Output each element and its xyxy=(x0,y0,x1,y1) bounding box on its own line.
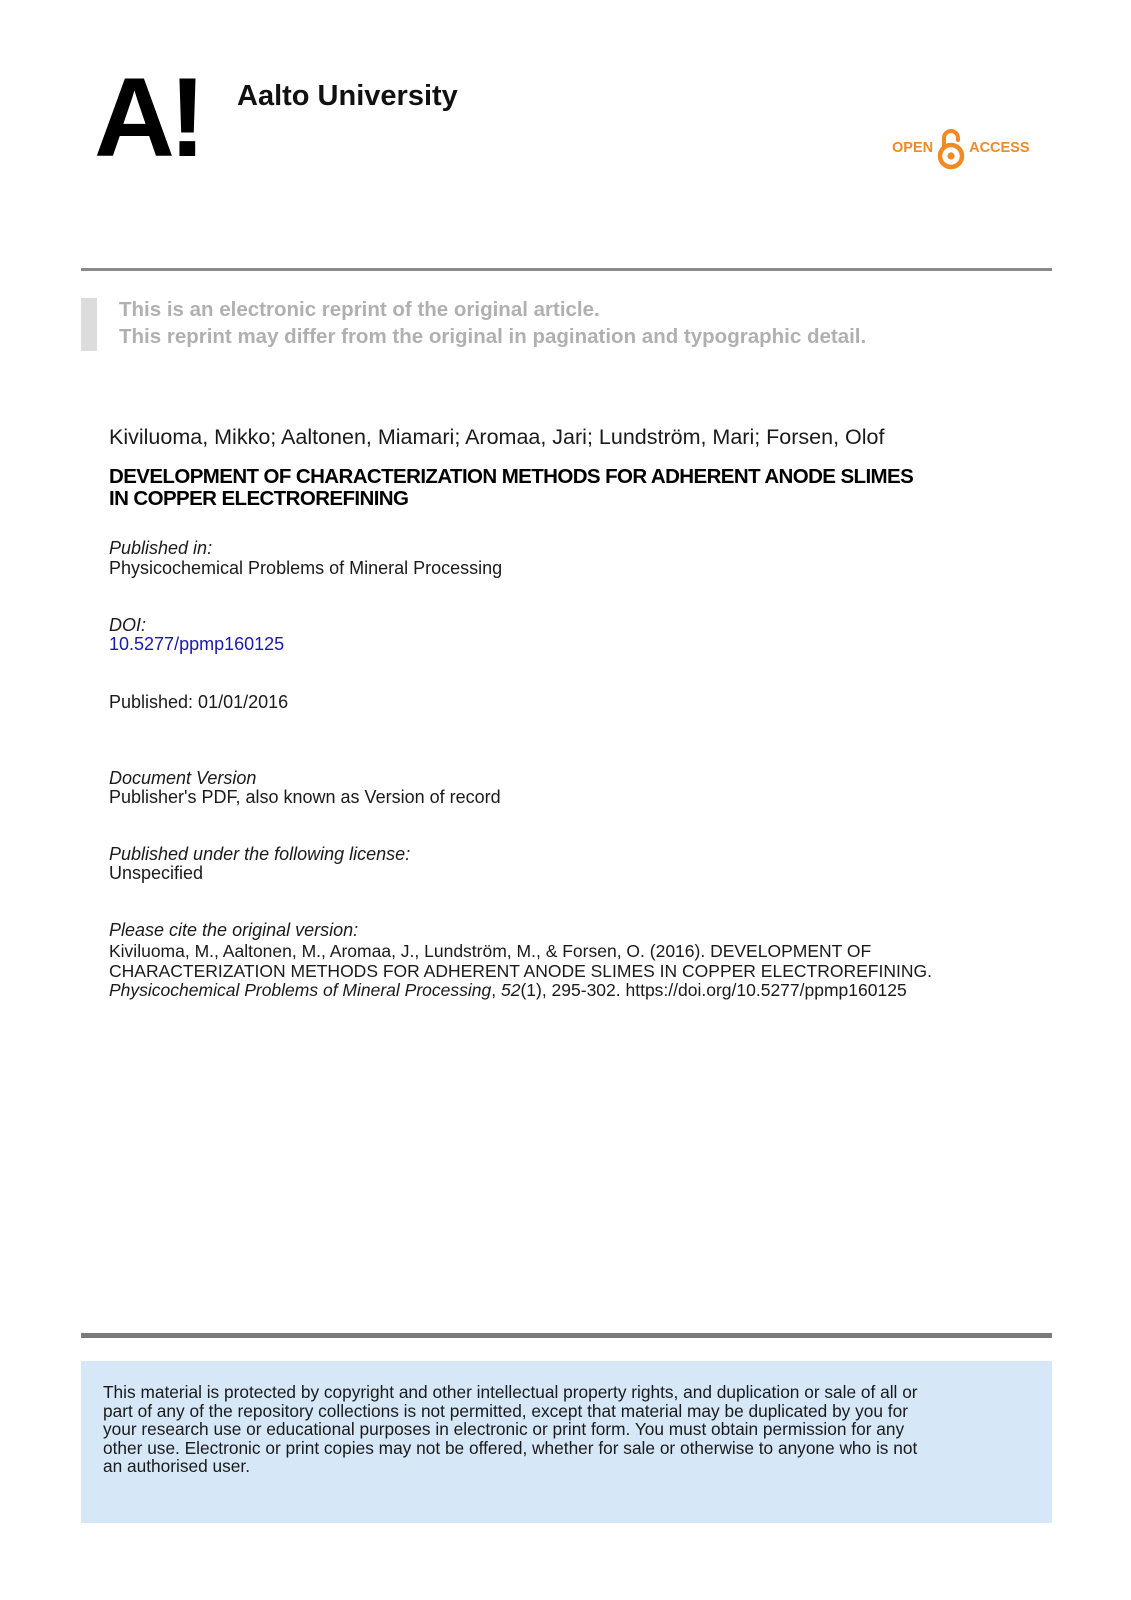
copyright-notice-text xyxy=(103,1383,1003,1476)
citation-line-2: CHARACTERIZATION METHODS FOR ADHERENT ANODE SLIMES IN COPPER ELECTROREFINING. xyxy=(109,960,932,981)
article-title xyxy=(109,466,1059,510)
published-in-journal: Physicochemical Problems of Mineral Processing xyxy=(109,558,503,578)
document-version-label: Document Version xyxy=(109,768,257,788)
citation xyxy=(109,942,1069,1001)
copyright-notice-line-5: an authorised user. xyxy=(103,1456,250,1476)
reprint-notice xyxy=(119,296,866,350)
article-authors: Kiviluoma, Mikko; Aaltonen, Miamari; Aromaa, Jari; Lundström, Mari; Forsen, Olof xyxy=(109,425,885,449)
bottom-divider xyxy=(81,1333,1052,1338)
open-access-label-left: OPEN xyxy=(892,140,934,156)
article-title-line-1: DEVELOPMENT OF CHARACTERIZATION METHODS FOR ADHERENT ANODE SLIMES xyxy=(109,465,914,488)
citation-journal: Physicochemical Problems of Mineral Processing xyxy=(109,980,492,1000)
reprint-notice-line-2: This reprint may differ from the original in pagination and typographic detail. xyxy=(119,325,867,348)
published-in-label: Published in: xyxy=(109,538,213,558)
aalto-logo-mark: A! xyxy=(94,55,201,180)
copyright-notice xyxy=(81,1361,1052,1523)
citation-volume: 52 xyxy=(500,980,521,1000)
copyright-notice-line-3: your research use or educational purposes in electronic or print form. You must obtain permission for any xyxy=(103,1419,905,1439)
reprint-notice-bar xyxy=(81,298,97,351)
reprint-notice-line-1: This is an electronic reprint of the original article. xyxy=(119,298,600,321)
open-access-lock-icon xyxy=(936,125,966,171)
citation-issue-pages-doi: (1), 295-302. https://doi.org/10.5277/ppmp160125 xyxy=(520,980,907,1000)
top-divider xyxy=(81,268,1052,271)
license-value: Unspecified xyxy=(109,863,204,883)
aalto-logo-text: Aalto University xyxy=(237,80,458,112)
license-label: Published under the following license: xyxy=(109,844,411,864)
citation-line-1: Kiviluoma, M., Aaltonen, M., Aromaa, J., Lundström, M., & Forsen, O. (2016). DEVELOPMENT OF xyxy=(109,941,872,961)
document-version-value: Publisher's PDF, also known as Version of record xyxy=(109,787,501,807)
doi-value xyxy=(109,634,284,655)
copyright-notice-line-1: This material is protected by copyright and other intellectual property rights, and duplication or sale of all or xyxy=(103,1382,918,1402)
article-title-line-2: IN COPPER ELECTROREFINING xyxy=(109,487,409,510)
doi-label: DOI: xyxy=(109,615,147,635)
citation-separator: , xyxy=(491,980,501,1000)
open-access-label-right: ACCESS xyxy=(969,140,1030,156)
open-access-badge xyxy=(892,125,1030,171)
copyright-notice-line-4: other use. Electronic or print copies may not be offered, whether for sale or otherwise to anyone who is not xyxy=(103,1437,918,1458)
copyright-notice-line-2: part of any of the repository collections is not permitted, except that material may be duplicated by you for xyxy=(103,1400,908,1421)
citation-line-3 xyxy=(109,981,1069,1001)
doi-link[interactable]: 10.5277/ppmp160125 xyxy=(109,634,285,654)
cite-label: Please cite the original version: xyxy=(109,920,359,940)
published-date: Published: 01/01/2016 xyxy=(109,692,289,712)
